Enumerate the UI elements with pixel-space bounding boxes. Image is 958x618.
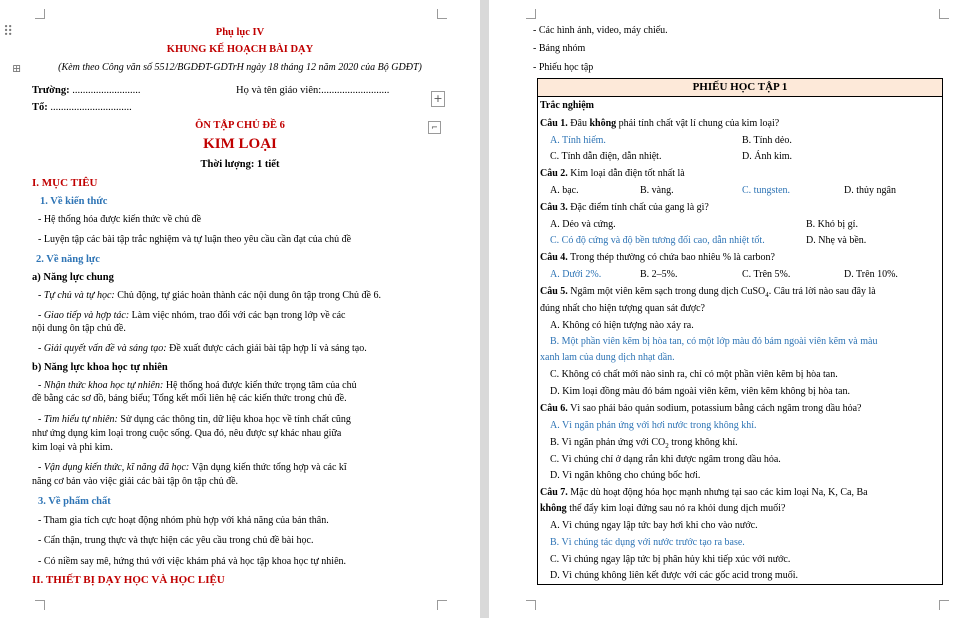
corner-mark	[526, 9, 536, 19]
answer-option: C. Có độ cứng và độ bền tương đối cao, dẫn nhiệt tốt.	[550, 235, 765, 246]
review-title: ÔN TẬP CHỦ ĐỀ 6	[195, 120, 285, 131]
competence-label: - Vận dụng kiến thức, kĩ năng đã học:	[38, 462, 190, 473]
competence-text-cont: nội dung ôn tập chủ đề.	[32, 323, 126, 334]
duration-label: Thời lượng: 1 tiết	[200, 159, 280, 170]
competence-text-cont: năng cơ bản vào việc giải các bài tập ôn tập chủ đề.	[32, 476, 239, 487]
group-line	[32, 101, 132, 114]
answer-option: C. Không có chất mới nào sinh ra, chỉ có một phần viên kẽm bị hòa tan.	[550, 369, 838, 380]
answer-option: A. Tính hiếm.	[550, 135, 606, 146]
competence-item	[38, 461, 347, 474]
teacher-line	[236, 84, 389, 97]
answer-option: A. Dẻo và cứng.	[550, 219, 616, 230]
question-text: . Câu trả lời nào sau đây là	[768, 286, 876, 297]
question-label: Câu 3.	[540, 202, 568, 213]
competence-text: Hệ thống hoá được kiến thức trọng tâm của chủ	[163, 380, 357, 391]
question-text: phải tính chất vật lí chung của kim loại?	[616, 118, 780, 129]
answer-option: D. Nhẹ và bền.	[806, 235, 867, 246]
competence-label: - Giao tiếp và hợp tác:	[38, 310, 130, 321]
question-label: Câu 7.	[540, 487, 568, 498]
knowledge-item: - Hệ thống hóa được kiến thức về chủ đề	[38, 214, 202, 225]
competence-item	[38, 379, 357, 392]
competence-item	[38, 289, 381, 302]
answer-option: B. Khó bị gỉ.	[806, 219, 858, 230]
corner-mark	[35, 9, 45, 19]
option-text: trong không khí.	[668, 437, 738, 448]
general-competence-title: a) Năng lực chung	[32, 272, 114, 283]
document-subtitle: (Kèm theo Công văn số 5512/BGDĐT-GDTrH ngày 18 tháng 12 năm 2020 của Bộ GDĐT)	[58, 62, 422, 73]
answer-option: C. Vì chúng ngay lập tức bị phân hủy khi tiếp xúc với nước.	[550, 554, 791, 565]
answer-option: C. Trên 5%.	[742, 269, 791, 280]
question-text: Trong thép thường có chứa bao nhiêu % là carbon?	[567, 252, 775, 263]
competence-text: Vận dụng kiến thức tổng hợp và các kĩ	[189, 462, 347, 473]
question-text: Ngâm một viên kẽm sạch trong dung dịch CuSO	[567, 286, 766, 297]
section-objectives: I. MỤC TIÊU	[32, 177, 98, 189]
question-6	[540, 402, 861, 415]
question-3	[540, 201, 709, 214]
topic-title: KIM LOẠI	[203, 136, 277, 152]
question-7	[540, 486, 868, 499]
question-text: Mặc dù hoạt động hóa học mạnh nhưng tại sao các kim loại Na, K, Ca, Ba	[567, 487, 868, 498]
drag-handle-icon[interactable]: ⠿	[3, 25, 14, 40]
question-1	[540, 117, 779, 130]
answer-option: B. Tính dẻo.	[742, 135, 792, 146]
answer-option	[550, 436, 738, 453]
question-label: Câu 5.	[540, 286, 568, 297]
answer-option: D. Trên 10%.	[844, 269, 898, 280]
section-equipment: II. THIẾT BỊ DẠY HỌC VÀ HỌC LIỆU	[32, 574, 225, 586]
appendix-label: Phụ lục IV	[215, 27, 265, 38]
competence-label: - Giải quyết vấn đề và sáng tạo:	[38, 343, 167, 354]
answer-option: A. Dưới 2%.	[550, 269, 602, 280]
equipment-item: - Phiếu học tập	[533, 62, 594, 73]
competence-text-cont: như ứng dụng kim loại trong cuộc sống. Qua đó, nêu được sự khác nhau giữa	[32, 428, 342, 439]
answer-option: B. vàng.	[640, 185, 674, 196]
corner-mark	[526, 600, 536, 610]
competence-text: Đề xuất được cách giải bài tập hợp lí và sáng tạo.	[166, 343, 367, 354]
answer-option: D. Kim loại đồng màu đỏ bám ngoài viên kẽm, viên kẽm không bị hòa tan.	[550, 386, 850, 397]
quality-item: - Tham gia tích cực hoạt động nhóm phù hợp với khả năng của bản thân.	[38, 515, 329, 526]
question-label: Câu 4.	[540, 252, 568, 263]
option-text: B. Vì ngăn phản ứng với CO	[550, 437, 666, 448]
subsection-knowledge: 1. Về kiến thức	[40, 196, 108, 207]
question-4	[540, 251, 775, 264]
answer-option: A. Không có hiện tượng nào xảy ra.	[550, 320, 694, 331]
answer-option: D. Vì ngăn không cho chúng bốc hơi.	[550, 470, 701, 481]
answer-option: D. Vì chúng không liên kết được với các gốc acid trong muối.	[550, 570, 798, 581]
competence-label: - Tìm hiểu tự nhiên:	[38, 414, 118, 425]
competence-label: - Nhận thức khoa học tự nhiên:	[38, 380, 164, 391]
competence-text: Chủ động, tự giác hoàn thành các nội dung ôn tập trong Chủ đề 6.	[114, 290, 381, 301]
question-2	[540, 167, 685, 180]
corner-mark	[35, 600, 45, 610]
school-label: Trường:	[32, 85, 70, 96]
subscript: 2	[665, 442, 669, 450]
question-label: Câu 2.	[540, 168, 568, 179]
equipment-item: - Các hình ảnh, video, máy chiếu.	[533, 25, 668, 36]
group-label: Tổ:	[32, 102, 48, 113]
answer-option: B. 2–5%.	[640, 269, 678, 280]
table-move-icon[interactable]: ⊞	[12, 63, 22, 75]
answer-option-cont: xanh lam của dung dịch nhạt dần.	[540, 352, 675, 363]
question-text: Đặc điểm tính chất của gang là gì?	[567, 202, 709, 213]
answer-option: A. Vì ngăn phản ứng với hơi nước trong không khí.	[550, 420, 757, 431]
question-text-cont	[540, 502, 785, 515]
question-text: Vì sao phải bảo quản sodium, potassium bằng cách ngâm trong dầu hỏa?	[567, 403, 862, 414]
corner-mark	[437, 600, 447, 610]
competence-label: - Tự chủ và tự học:	[38, 290, 115, 301]
add-row-button[interactable]: +	[431, 91, 445, 107]
subsection-qualities: 3. Về phẩm chất	[38, 496, 111, 507]
answer-option: D. thủy ngân	[844, 185, 896, 196]
question-text: thể đẩy kim loại đứng sau nó ra khỏi dung dịch muối?	[566, 503, 786, 514]
answer-option: C. Tính dẫn điện, dẫn nhiệt.	[550, 151, 662, 162]
answer-option: B. Vì chúng tác dụng với nước trước tạo ra base.	[550, 537, 745, 548]
teacher-label: Họ và tên giáo viên:	[236, 85, 322, 96]
question-label: Câu 1.	[540, 118, 568, 129]
answer-option: B. Một phần viên kẽm bị hòa tan, có một lớp màu đỏ bám ngoài viên kẽm và màu	[550, 336, 878, 347]
school-dots: ..........................	[69, 85, 141, 96]
question-emphasis: không	[589, 118, 617, 129]
competence-text-cont: đề bằng các sơ đồ, bảng biểu; Tổng kết mối liên hệ các kiến thức trong chủ đề.	[32, 393, 347, 404]
school-line	[32, 84, 140, 97]
science-competence-title: b) Năng lực khoa học tự nhiên	[32, 362, 168, 373]
answer-option: A. Vì chúng ngay lập tức bay hơi khi cho vào nước.	[550, 520, 758, 531]
worksheet-section: Trắc nghiệm	[540, 100, 594, 111]
competence-text: Làm việc nhóm, trao đổi với các bạn trong lớp về các	[129, 310, 346, 321]
question-text: Đâu	[567, 118, 590, 129]
competence-item	[38, 342, 367, 355]
resize-handle-icon[interactable]: ⌐	[428, 121, 441, 134]
answer-option: D. Ánh kim.	[742, 151, 792, 162]
competence-item	[38, 309, 346, 322]
answer-option: A. bạc.	[550, 185, 579, 196]
subscript: 4	[765, 291, 769, 299]
corner-mark	[939, 600, 949, 610]
subsection-competence: 2. Về năng lực	[36, 254, 100, 265]
quality-item: - Có niềm say mê, hứng thú với việc khám phá và học tập khoa học tự nhiên.	[38, 556, 347, 567]
competence-text: Sử dụng các thông tin, dữ liệu khoa học về tính chất cũng	[117, 414, 351, 425]
document-title: KHUNG KẾ HOẠCH BÀI DẠY	[166, 44, 314, 55]
question-emphasis: không	[540, 503, 567, 514]
answer-option: C. Vì chúng chỉ ở dạng rắn khi được ngâm trong dầu hỏa.	[550, 454, 781, 465]
worksheet-title: PHIẾU HỌC TẬP 1	[538, 79, 942, 97]
corner-mark	[437, 9, 447, 19]
page-gap	[480, 0, 489, 618]
competence-item	[38, 413, 351, 426]
question-text-cont: đúng nhất cho hiện tượng quan sát được?	[540, 303, 705, 314]
answer-option: C. tungsten.	[742, 185, 791, 196]
knowledge-item: - Luyện tập các bài tập trắc nghiệm và tự luận theo yêu cầu cần đạt của chủ đề	[38, 234, 352, 245]
teacher-dots: ..........................	[321, 85, 390, 96]
group-dots: ...............................	[47, 102, 132, 113]
corner-mark	[939, 9, 949, 19]
question-5	[540, 285, 876, 302]
quality-item: - Cẩn thận, trung thực và thực hiện các yêu cầu trong chủ đề bài học.	[38, 535, 314, 546]
question-label: Câu 6.	[540, 403, 568, 414]
competence-text-cont: kim loại và phi kim.	[32, 442, 113, 453]
equipment-item: - Bảng nhóm	[533, 43, 586, 54]
question-text: Kim loại dẫn điện tốt nhất là	[567, 168, 685, 179]
